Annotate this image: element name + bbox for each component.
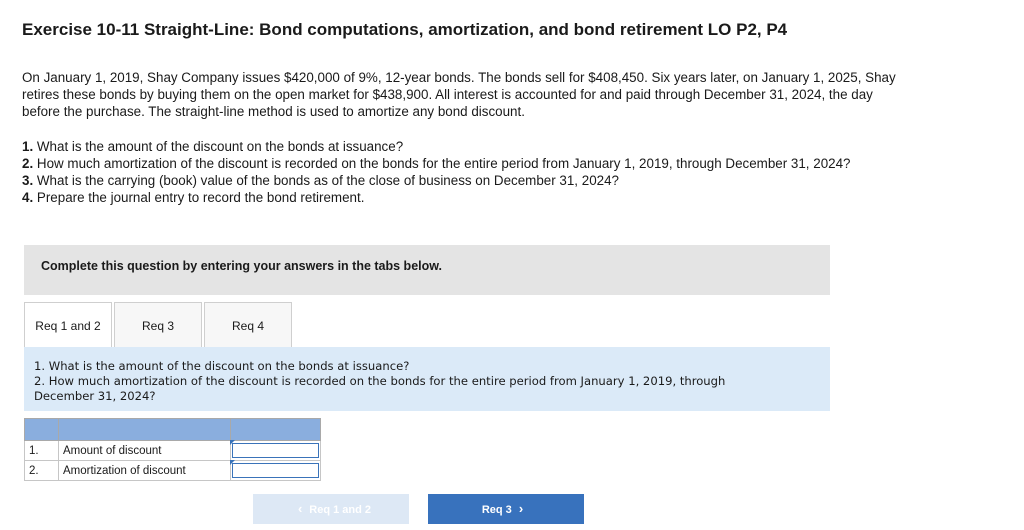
header-cell <box>231 419 321 441</box>
panel-question-2-cont: December 31, 2024? <box>34 389 156 403</box>
question-item <box>22 155 922 172</box>
tab-req-1-and-2[interactable]: Req 1 and 2 <box>24 302 112 348</box>
next-button[interactable] <box>428 494 584 524</box>
question-number: 3. <box>22 173 34 188</box>
prev-button[interactable] <box>253 494 409 524</box>
panel-question-1: 1. What is the amount of the discount on the bonds at issuance? <box>34 359 410 373</box>
header-cell <box>25 419 59 441</box>
question-text: How much amortization of the discount is recorded on the bonds for the entire period from January 1, 2019, through December 31, 2024? <box>36 156 851 171</box>
chevron-right-icon: › <box>518 501 524 516</box>
table-row <box>25 461 321 481</box>
input-marker-icon <box>230 460 235 465</box>
chevron-left-icon: ‹ <box>297 501 303 516</box>
question-number: 1. <box>22 139 34 154</box>
prev-button-label: Req 1 and 2 <box>309 504 372 516</box>
table-header-row <box>25 419 321 441</box>
amount-of-discount-input[interactable] <box>232 443 319 458</box>
amortization-of-discount-input[interactable] <box>232 463 319 478</box>
table-row <box>25 441 321 461</box>
question-list <box>22 138 922 206</box>
question-item <box>22 189 922 206</box>
question-panel <box>24 347 830 411</box>
question-text: Prepare the journal entry to record the bond retirement. <box>36 190 365 205</box>
answer-table <box>24 418 321 481</box>
instruction-text: Complete this question by entering your answers in the tabs below. <box>41 259 442 273</box>
question-number: 2. <box>22 156 34 171</box>
tab-req-3[interactable]: Req 3 <box>114 302 202 347</box>
answer-cell <box>231 461 321 481</box>
row-number: 2. <box>25 461 59 481</box>
question-number: 4. <box>22 190 34 205</box>
answer-cell <box>231 441 321 461</box>
exercise-title: Exercise 10-11 Straight-Line: Bond computations, amortization, and bond retirement LO P2, P4 <box>22 20 788 39</box>
row-label: Amortization of discount <box>59 461 231 481</box>
next-button-label: Req 3 <box>481 504 512 516</box>
tab-req-4[interactable]: Req 4 <box>204 302 292 347</box>
question-item <box>22 172 922 189</box>
question-text: What is the carrying (book) value of the bonds as of the close of business on December 31, 2024? <box>36 173 619 188</box>
header-cell <box>59 419 231 441</box>
row-number: 1. <box>25 441 59 461</box>
problem-intro: On January 1, 2019, Shay Company issues $420,000 of 9%, 12-year bonds. The bonds sell for $408,450. Six years later, on January 1, 2025, Shay retires these bonds by buying them on the open market for $438,900. All interest is accounted for and paid through December 31, 2024, the day before the purchase. The straight-line method is used to amortize any bond discount. <box>22 70 896 119</box>
panel-question-2: 2. How much amortization of the discount is recorded on the bonds for the entire period from January 1, 2019, through <box>34 374 726 388</box>
question-item <box>22 138 922 155</box>
row-label: Amount of discount <box>59 441 231 461</box>
instruction-banner <box>24 245 830 295</box>
input-marker-icon <box>230 440 235 445</box>
question-text: What is the amount of the discount on the bonds at issuance? <box>36 139 404 154</box>
